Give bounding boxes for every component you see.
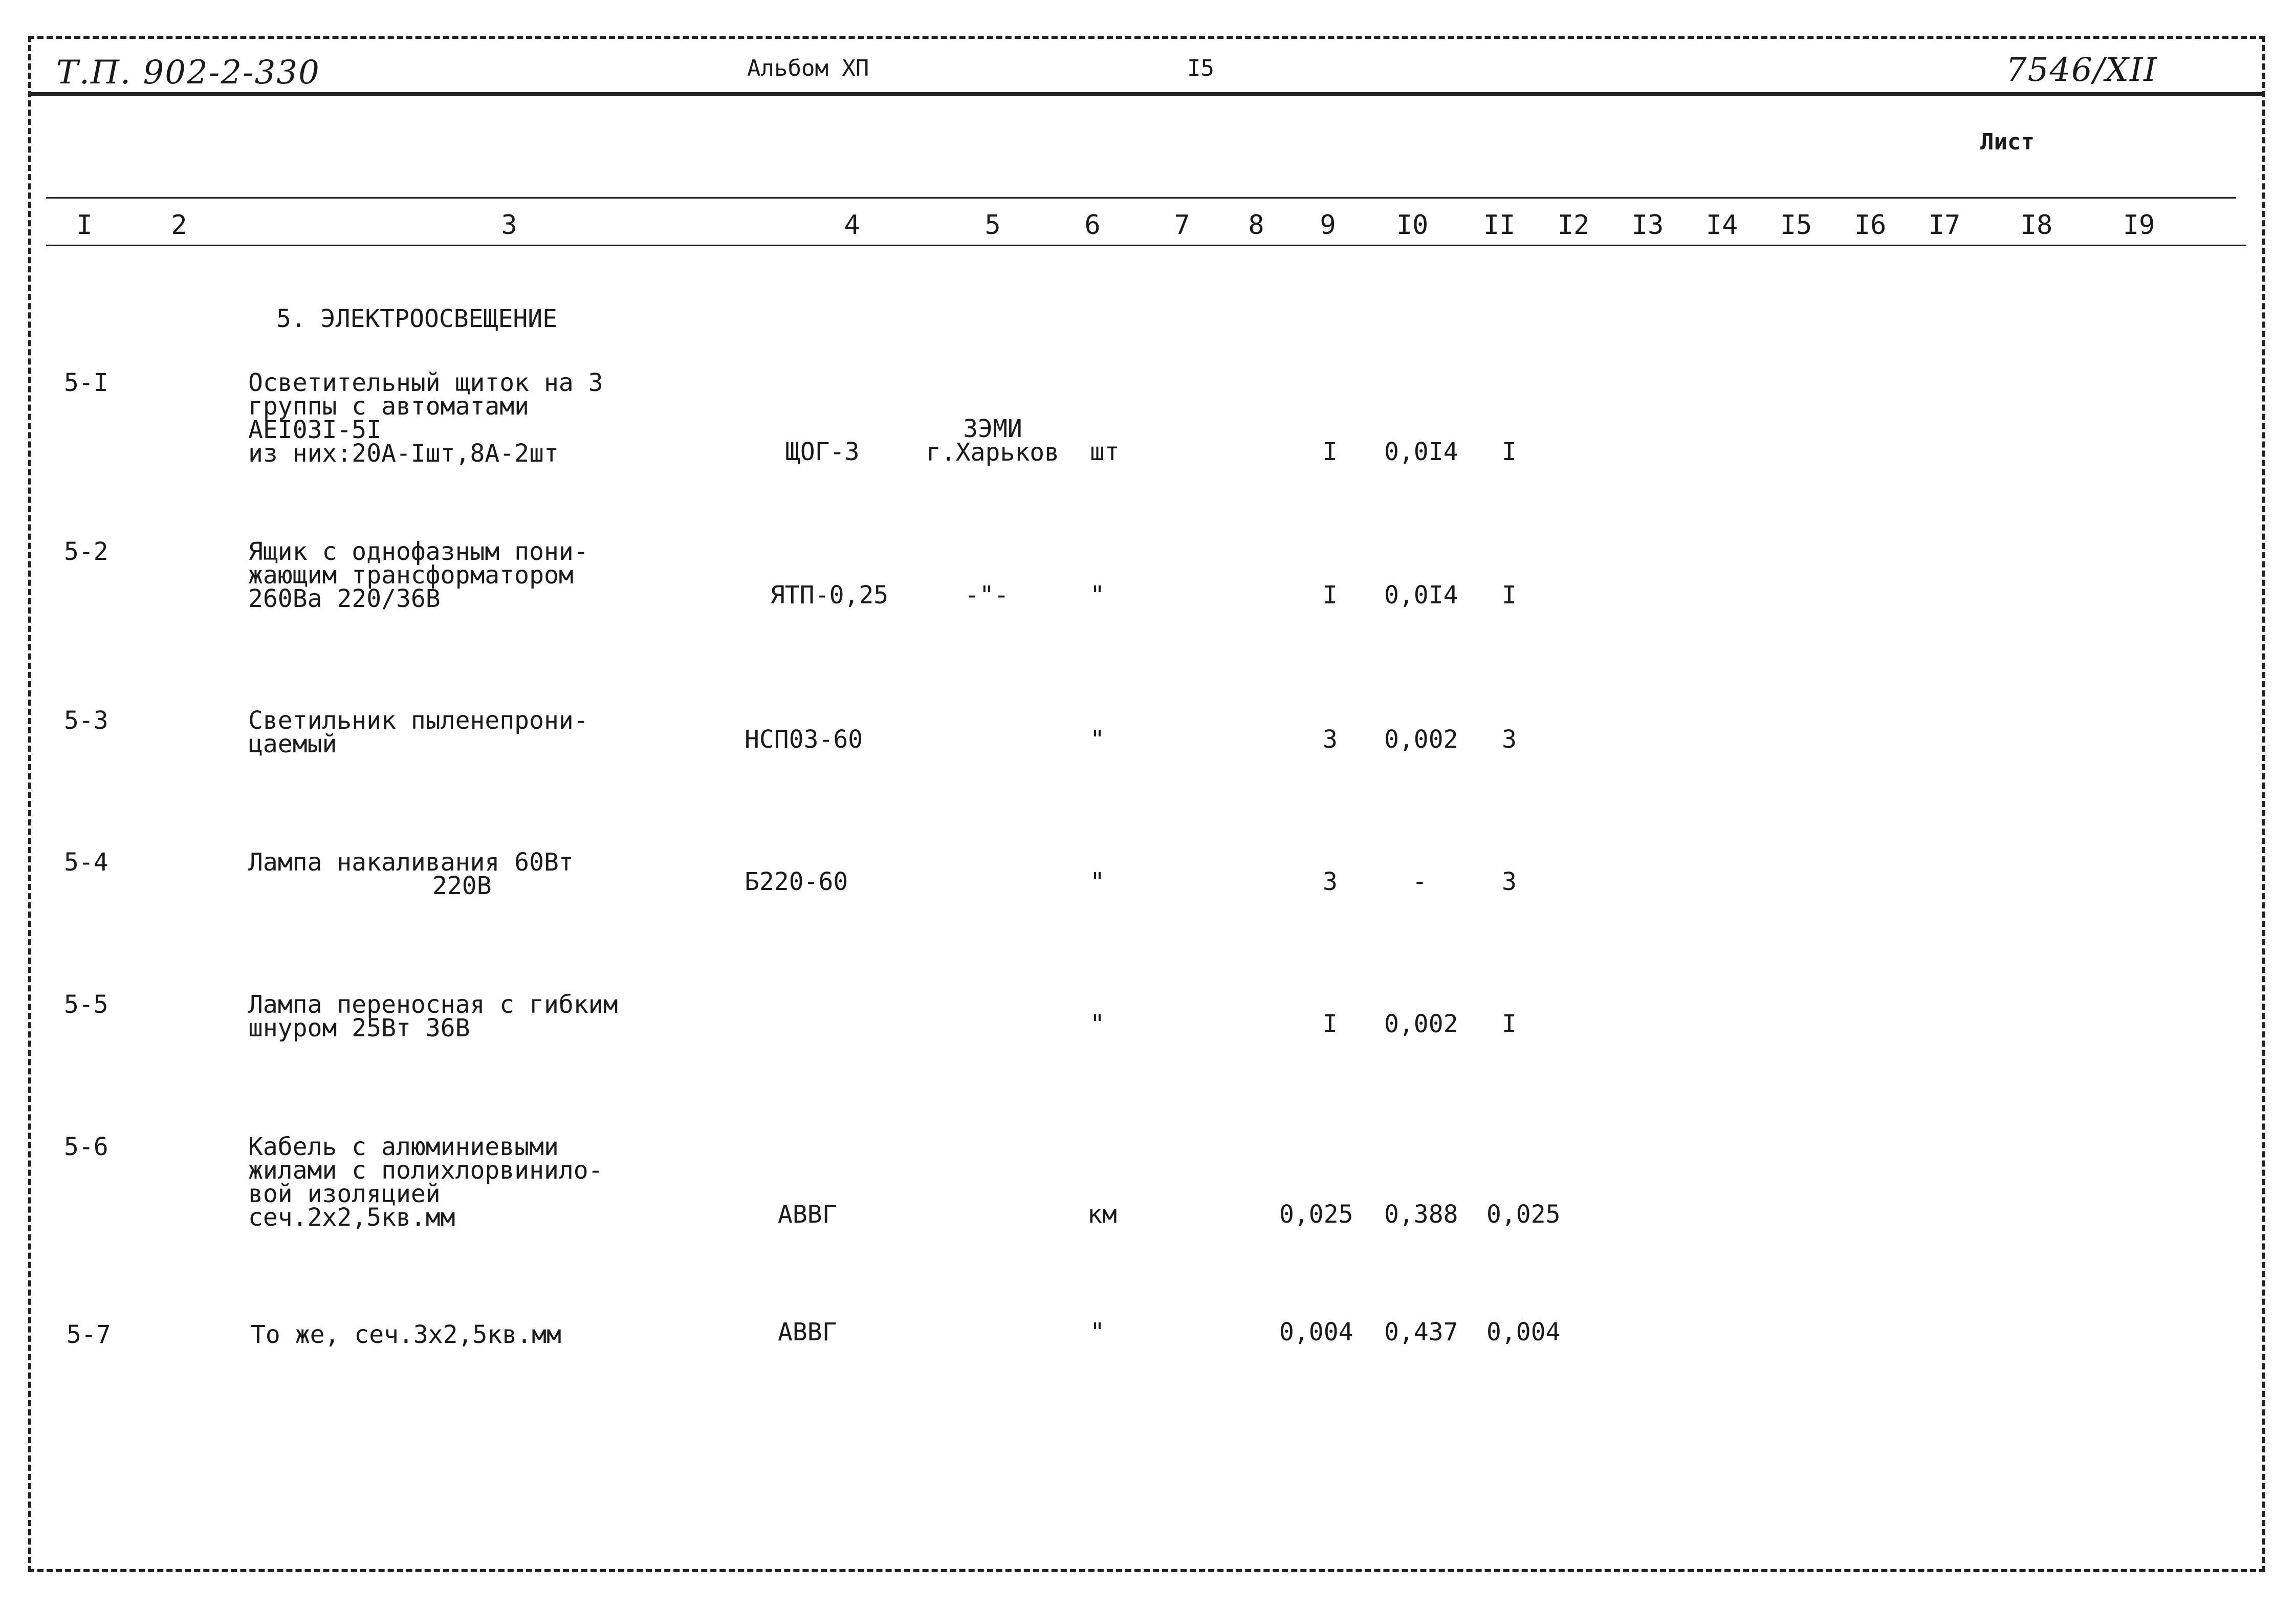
row-unit: " [1090,581,1105,610]
row-col10: 0,388 [1384,1200,1458,1229]
header-rule [28,92,2264,96]
row-unit: " [1090,1010,1105,1038]
row-col11: I [1502,581,1517,610]
row-type: АВВГ [778,1200,837,1229]
row-col10: 0,0I4 [1384,438,1458,466]
row-name [248,1133,603,1232]
name-line: 220В [432,872,492,900]
maker-line: ЗЭМИ [963,415,1022,443]
row-col9: 3 [1323,725,1338,754]
row-type: Б220-60 [745,867,848,896]
row-name [248,848,574,900]
column-number: I0 [1396,210,1429,241]
row-col9: 0,025 [1279,1200,1353,1229]
row-name [248,537,588,613]
row-name [248,990,618,1042]
row-type: ЩОГ-3 [785,438,860,466]
album-label: Альбом ХП [747,55,869,81]
name-line: То же, сеч.3х2,5кв.мм [251,1320,561,1349]
column-number: I8 [2020,210,2053,241]
column-number: I3 [1631,210,1664,241]
row-name [251,1320,561,1349]
column-number: I [76,210,93,241]
row-col10: 0,002 [1384,725,1458,754]
name-line: группы с автоматами [248,392,530,421]
column-number: 6 [1084,210,1101,241]
page-number: I5 [1187,55,1214,81]
row-col9: 3 [1323,867,1338,896]
row-col10: 0,0I4 [1384,581,1458,610]
column-number: 2 [171,210,187,241]
row-position: 5-I [64,368,108,397]
row-col11: I [1502,1010,1517,1038]
name-line: Кабель с алюминиевыми [248,1133,559,1161]
column-header-bottom-rule [46,245,2246,246]
row-col11: I [1502,438,1517,466]
row-unit: " [1090,725,1105,754]
row-unit: " [1090,867,1105,896]
column-number: 7 [1174,210,1190,241]
column-number: I5 [1780,210,1812,241]
row-type: ЯТП-0,25 [770,581,889,610]
row-position: 5-4 [64,848,108,877]
row-col10: 0,002 [1384,1010,1458,1038]
column-number: I4 [1705,210,1738,241]
row-col11: 0,004 [1486,1318,1561,1346]
column-number: 8 [1248,210,1264,241]
column-number: I9 [2123,210,2155,241]
row-col9: I [1323,581,1338,610]
name-line: Светильник пыленепрони- [248,706,588,735]
row-name [248,368,603,468]
row-col9: I [1323,1010,1338,1038]
name-line: 260Ва 220/36В [248,584,441,613]
row-col10: - [1412,867,1427,896]
name-line: сеч.2х2,5кв.мм [248,1203,455,1232]
row-position: 5-3 [64,706,108,735]
column-number: 5 [985,210,1001,241]
doc-code: Т.П. 902-2-330 [56,54,320,92]
maker-line: г.Харьков [926,438,1060,467]
column-number: 4 [844,210,860,241]
archive-number: 7546/XII [2006,51,2158,89]
row-position: 5-6 [64,1133,108,1161]
row-col9: 0,004 [1279,1318,1353,1346]
name-line: Лампа переносная с гибким [248,990,618,1019]
name-line: цаемый [248,730,337,758]
row-maker: -"- [965,581,1009,610]
name-line: Лампа накаливания 60Вт [248,848,574,877]
column-number: II [1483,210,1516,241]
name-line: вой изоляцией [248,1180,441,1208]
row-col10: 0,437 [1384,1318,1458,1346]
name-line: шнуром 25Вт 36В [248,1014,470,1042]
name-line: Ящик с однофазным пони- [248,537,588,566]
row-col11: 3 [1502,725,1517,754]
name-line: жающим трансформатором [248,561,574,590]
sheet-label: Лист [1980,129,2035,155]
row-unit: шт [1090,438,1120,466]
column-number: I6 [1854,210,1887,241]
name-line: Осветительный щиток на 3 [248,368,603,397]
column-number: I7 [1928,210,1961,241]
row-col11: 3 [1502,867,1517,896]
column-number: I2 [1557,210,1590,241]
row-type: АВВГ [778,1318,837,1346]
name-line: АЕI03I-5I [248,416,382,444]
row-position: 5-2 [64,537,108,566]
row-name [248,706,588,758]
row-col11: 0,025 [1486,1200,1561,1229]
name-line: жилами с полихлорвинило- [248,1156,603,1185]
row-position: 5-5 [64,990,108,1019]
row-unit: " [1090,1318,1105,1346]
row-col9: I [1323,438,1338,466]
column-header-top-rule [46,197,2236,199]
row-maker [911,415,1075,467]
row-position: 5-7 [67,1320,111,1349]
row-unit: км [1087,1200,1117,1229]
section-title: 5. ЭЛЕКТРООСВЕЩЕНИЕ [276,305,558,333]
column-number: 9 [1320,210,1336,241]
row-type: НСП03-60 [745,725,863,754]
name-line: из них:20А-Iшт,8А-2шт [248,439,559,468]
column-number: 3 [501,210,517,241]
